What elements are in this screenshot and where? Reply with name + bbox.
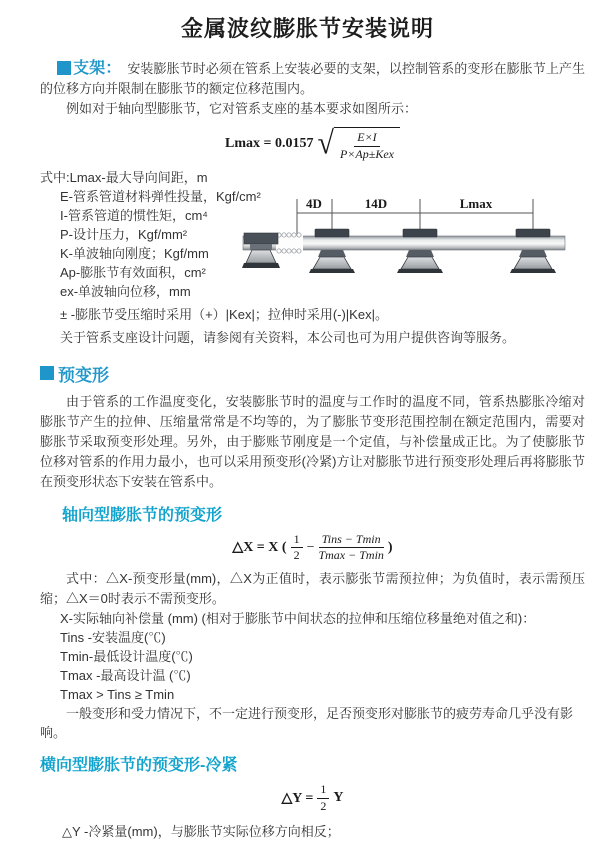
minus-sign: − [306,539,315,555]
one-half-fraction: $\frac{1}{2}$ [291,533,303,564]
sqrt-radical-icon: √ [317,125,334,162]
definition-line: K-单波轴向刚度；Kgf/mm [60,245,209,261]
definition-line: 式中:Lmax-最大导向间距，m [40,169,208,185]
definitions-and-diagram [40,168,585,347]
axial-explain: 式中：△X-预变形量(mm)，△X为正值时，表示膨张节需预拉伸；为负值时，表示需预压缩；△X＝0时表示不需预变形。 [40,571,585,607]
pipe-support-spacing-diagram [240,193,598,289]
temp-line: Tmin-最低设计温度(℃) [60,649,193,665]
page-title: 金属波纹膨胀节安装说明 [180,16,434,41]
axial-subsection-heading: 轴向型膨胀节的预变形 [62,506,223,524]
formula-lmax-fraction: $\frac{E\times I}{\text{P×Ap±Kex}}$ [339,130,394,161]
support-example-line: 例如对于轴向型膨胀节，它对管系支座的基本要求如图所示： [66,101,418,116]
bellows-section [276,232,303,252]
predeform-section-heading: 预变形 [40,361,585,386]
definition-line: Ap-膨胀节有效面积，cm² [60,264,206,280]
formula-lmax [40,127,585,162]
dimension-label-lmax: Lmax [459,195,493,211]
predeform-paragraph: 由于管系的工作温度变化，安装膨胀节时的温度与工作时的温度不同，管系热膨胀冷缩对膨胀节产生的拉伸、压缩量常常是不均等的，为了膨胀节变形范围控制在额定范围内，需要对膨胀节采取预变形处理。另外，由于膨账节刚度是一个定值，与补偿量成正比。为了使膨胀节位移对管系的作用力最小，也可以采用预变形(冷紧)方让对膨胀节进行预变形处理后再将膨胀节在预变形状态下安装在管系中。 [40,393,585,489]
lateral-note: △Y -冷紧量(mm)，与膨胀节实际位移方向相反； [62,823,340,839]
temp-line: Tins -安装温度(℃) [60,630,166,646]
anchor-support [242,233,280,268]
dimension-label-4d: 4D [306,195,322,211]
guide-support [397,229,443,273]
dimension-label-14d: 14D [364,195,388,211]
section-square-icon [57,61,71,75]
formula-lateral-lhs: △Y = [281,790,314,806]
formula-lmax-radicand [334,127,400,162]
support-section-heading: 支架： [73,60,122,77]
definition-line: E-管系管道材料弹性投量，Kgf/cm² [60,188,261,204]
definition-line: P-设计压力，Kgf/mm² [60,226,188,242]
formula-axial-rhs: ) [387,539,393,555]
lateral-subsection-heading: 横向型膨胀节的预变形-冷紧 [40,757,238,775]
guide-support [510,229,556,273]
axial-note: 一般变形和受力情况下，不一定进行预变形，足否预变形对膨胀节的疲劳寿命几乎没有影响。 [40,706,574,741]
temp-inequality: Tmax > Tins ≥ Tmin [60,687,175,703]
support-intro-text: 安装膨胀节时必须在管系上安装必要的支架，以控制管系的变形在膨胀节上产生的位移方向并限制在膨胀节的额定位移范围内。 [40,61,585,96]
one-half-fraction: $\frac{1}{2}$ [317,783,329,814]
guide-support [309,229,355,273]
definition-line: I-管系管道的惯性矩，cm⁴ [60,207,208,223]
section-square-icon [40,366,54,380]
definition-line: ± -膨胀节受压缩时采用（+）|Kex|；拉伸时采用(-)|Kex|。 [60,306,388,322]
x-definition: X-实际轴向补偿量 (mm) (相对于膨胀节中间状态的拉伸和压缩位移量绝对值之和)： [60,611,536,627]
formula-axial-lhs: △X = X ( [232,540,287,556]
consulting-note: 关于管系支座设计问题，请参阅有关资料，本公司也可为用户提供咨询等服务。 [60,329,516,345]
definition-line: ex-单波轴向位移，mm [60,283,191,299]
formula-lateral-rhs: Y [333,790,344,806]
support-intro-paragraph [40,59,585,99]
temp-line: Tmax -最高设计温 (℃) [60,668,191,684]
formula-lmax-lhs: Lmax = 0.0157 [225,136,314,152]
formula-axial-predeform [40,533,585,564]
formula-lateral-coldpull [40,783,585,814]
temperature-fraction: $\frac{\text{Tins − Tmin}}{Tmax - Tmin}$ [318,531,384,563]
